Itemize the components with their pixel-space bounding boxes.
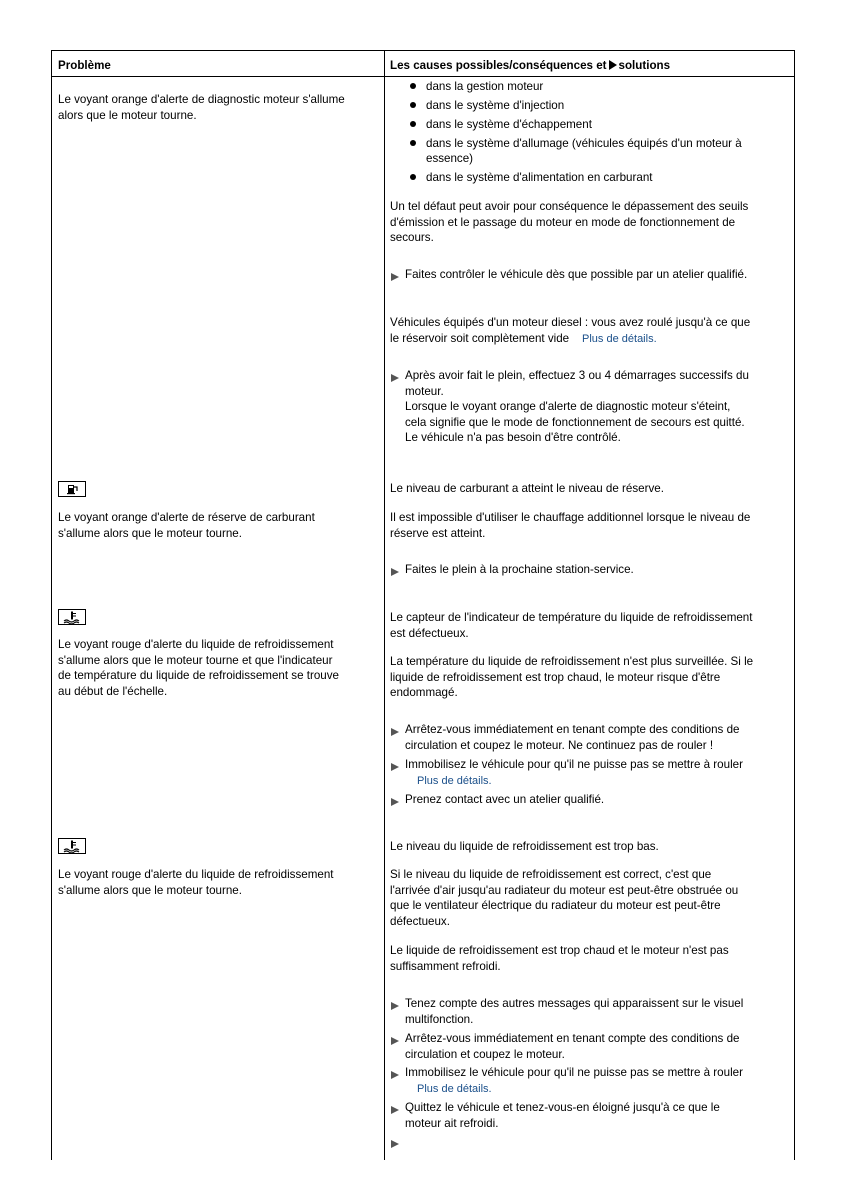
row3-action-2: Immobilisez le véhicule pour qu'il ne puisse pas se mettre à rouler Plus de détails.: [405, 758, 743, 787]
row3-problem: Le voyant rouge d'alerte du liquide de refroidissement s'allume alors que le moteur tourne et que l'indicateur de température du liquide de refroidissement se trouve au début de l'échelle.: [58, 638, 339, 698]
action-arrow-icon: [391, 999, 399, 1015]
row4-info-1: Si le niveau du liquide de refroidissement est correct, c'est que l'arrivée d'air jusqu'au radiateur du moteur est peut-être obstruée ou que le ventilateur électrique du radiateur du moteur est peut-être défectueux.: [390, 868, 739, 928]
table-top-border: [51, 50, 795, 51]
header-causes-text: Les causes possibles/conséquences et: [390, 59, 607, 72]
coolant-temperature-icon: [58, 838, 86, 854]
bullet-dot-icon: [410, 79, 422, 95]
row1-action-2: Après avoir fait le plein, effectuez 3 ou 4 démarrages successifs du moteur. Lorsque le voyant orange d'alerte de diagnostic moteur s'éteint, cela signifie que le mode de fonctionnement de secours est quitté. Le véhicule n'a pas besoin d'être contrôlé.: [405, 369, 749, 444]
action-arrow-icon: [391, 1103, 399, 1119]
triangle-arrow-icon: [609, 60, 617, 70]
row4-action-3: Immobilisez le véhicule pour qu'il ne puisse pas se mettre à rouler Plus de détails.: [405, 1066, 743, 1095]
action-arrow-icon: [391, 1034, 399, 1050]
coolant-temperature-icon: [58, 609, 86, 625]
fuel-pump-icon: [58, 481, 86, 497]
details-link[interactable]: Plus de détails.: [417, 1082, 492, 1095]
row1-consequence: Un tel défaut peut avoir pour conséquence le dépassement des seuils d'émission et le passage du moteur en mode de fonctionnement de secours.: [390, 200, 749, 244]
bullet-dot-icon: [410, 170, 422, 186]
list-item: dans le système d'injection: [426, 99, 565, 112]
table-middle-border: [384, 50, 385, 1160]
row1-problem: Le voyant orange d'alerte de diagnostic moteur s'allume alors que le moteur tourne.: [58, 93, 345, 122]
list-item: dans le système d'alimentation en carburant: [426, 171, 653, 184]
row2-problem: Le voyant orange d'alerte de réserve de carburant s'allume alors que le moteur tourne.: [58, 511, 315, 540]
table-left-border: [51, 50, 52, 1160]
row3-consequence: La température du liquide de refroidissement n'est plus surveillée. Si le liquide de refroidissement est trop chaud, le moteur risque d'être endommagé.: [390, 655, 754, 699]
row4-action-2: Arrêtez-vous immédiatement en tenant compte des conditions de circulation et coupez le moteur.: [405, 1032, 740, 1061]
row2-cause: Le niveau de carburant a atteint le niveau de réserve.: [390, 482, 664, 495]
list-item: dans la gestion moteur: [426, 80, 544, 93]
row3-action-3: Prenez contact avec un atelier qualifié.: [405, 793, 605, 806]
row4-cause: Le niveau du liquide de refroidissement est trop bas.: [390, 840, 659, 853]
action-arrow-icon: [391, 371, 399, 387]
list-item: dans le système d'allumage (véhicules équipés d'un moteur à: [426, 137, 742, 150]
row4-action-4: Quittez le véhicule et tenez-vous-en éloigné jusqu'à ce que le moteur ait refroidi.: [405, 1101, 720, 1130]
row4-action-1: Tenez compte des autres messages qui apparaissent sur le visuel multifonction.: [405, 997, 744, 1026]
action-arrow-icon: [391, 725, 399, 741]
row2-action: Faites le plein à la prochaine station-service.: [405, 563, 634, 576]
list-item-continued: essence): [426, 152, 474, 165]
bullet-dot-icon: [410, 136, 422, 152]
details-link[interactable]: Plus de détails.: [417, 774, 492, 787]
action-arrow-icon: [391, 1137, 399, 1153]
action-arrow-icon: [391, 565, 399, 581]
header-solutions-text: solutions: [618, 59, 671, 72]
bullet-dot-icon: [410, 98, 422, 114]
row1-action-1: Faites contrôler le véhicule dès que possible par un atelier qualifié.: [405, 268, 748, 281]
row4-info-2: Le liquide de refroidissement est trop chaud et le moteur n'est pas suffisamment refroidi.: [390, 944, 729, 973]
row1-diesel-note: Véhicules équipés d'un moteur diesel : vous avez roulé jusqu'à ce que le réservoir soit complètement vide Plus de détails.: [390, 316, 751, 345]
table-right-border: [794, 50, 795, 1160]
action-arrow-icon: [391, 760, 399, 776]
row2-info: Il est impossible d'utiliser le chauffage additionnel lorsque le niveau de réserve est atteint.: [390, 511, 751, 540]
header-problem: Problème: [58, 59, 111, 72]
table-header-divider: [51, 76, 795, 77]
row3-action-1: Arrêtez-vous immédiatement en tenant compte des conditions de circulation et coupez le moteur. Ne continuez pas de rouler !: [405, 723, 740, 752]
row4-problem: Le voyant rouge d'alerte du liquide de refroidissement s'allume alors que le moteur tourne.: [58, 868, 334, 897]
header-causes: [390, 58, 670, 74]
action-arrow-icon: [391, 795, 399, 811]
row3-cause: Le capteur de l'indicateur de température du liquide de refroidissement est défectueux.: [390, 611, 753, 640]
bullet-dot-icon: [410, 117, 422, 133]
details-link[interactable]: Plus de détails.: [582, 332, 657, 345]
action-arrow-icon: [391, 1068, 399, 1084]
action-arrow-icon: [391, 270, 399, 286]
list-item: dans le système d'échappement: [426, 118, 592, 131]
